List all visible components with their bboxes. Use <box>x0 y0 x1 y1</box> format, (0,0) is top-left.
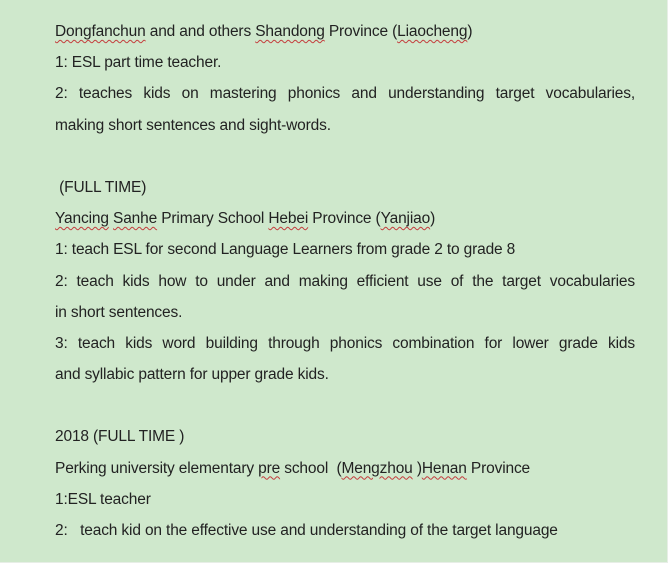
duty-line: and syllabic pattern for upper grade kids. <box>55 366 329 384</box>
spellcheck-word: Henan <box>421 459 467 477</box>
employer-text: Province ( <box>324 23 398 40</box>
employer-text: Perking university elementary <box>55 459 259 477</box>
employer-text: Province ( <box>308 210 381 228</box>
spellcheck-word: Yanjiao <box>380 210 431 228</box>
duty-line: making short sentences and sight-words. <box>55 116 331 134</box>
duty-line: 1:ESL teacher <box>55 490 151 508</box>
spellcheck-word: Shandong <box>255 23 325 40</box>
employer-text: school ( <box>280 459 342 477</box>
employer-text: ) <box>412 459 422 477</box>
blank-line <box>55 390 635 421</box>
document-body <box>55 16 635 546</box>
spellcheck-word: Hebei <box>268 210 309 228</box>
duty-line: 1: teach ESL for second Language Learners from grade 2 to grade 8 <box>55 241 516 259</box>
duty-line: in short sentences. <box>55 303 183 321</box>
spellcheck-word: Liaocheng <box>397 23 468 40</box>
employer-line <box>55 453 635 484</box>
spellcheck-word: Yancing <box>55 210 109 228</box>
duty-line: 3: teach kids word building through phonics combination for lower grade kids <box>55 334 635 352</box>
spellcheck-word: Mengzhou <box>341 459 413 477</box>
employer-line <box>55 203 635 234</box>
employer-text: and and others <box>145 23 256 40</box>
employer-text: Primary School <box>157 210 269 228</box>
duty-line: 2: teaches kids on mastering phonics and understanding target vocabularies, <box>55 85 635 103</box>
employer-text: ) <box>467 23 473 40</box>
spellcheck-word: Sanhe <box>113 210 158 228</box>
duty-line: 2: teach kid on the effective use and understanding of the target language <box>55 522 558 539</box>
blank-line <box>55 141 635 172</box>
status-line: 2018 (FULL TIME ) <box>55 428 185 446</box>
status-line: (FULL TIME) <box>55 178 147 196</box>
duty-line: 2: teach kids how to under and making efficient use of the target vocabularies <box>55 272 635 290</box>
spellcheck-word: Dongfanchun <box>55 23 146 40</box>
employer-text: Province <box>466 459 531 477</box>
employer-text: ) <box>430 210 436 228</box>
employer-line <box>55 16 635 47</box>
duty-line: 1: ESL part time teacher. <box>55 54 222 72</box>
spellcheck-word: pre <box>258 459 281 477</box>
